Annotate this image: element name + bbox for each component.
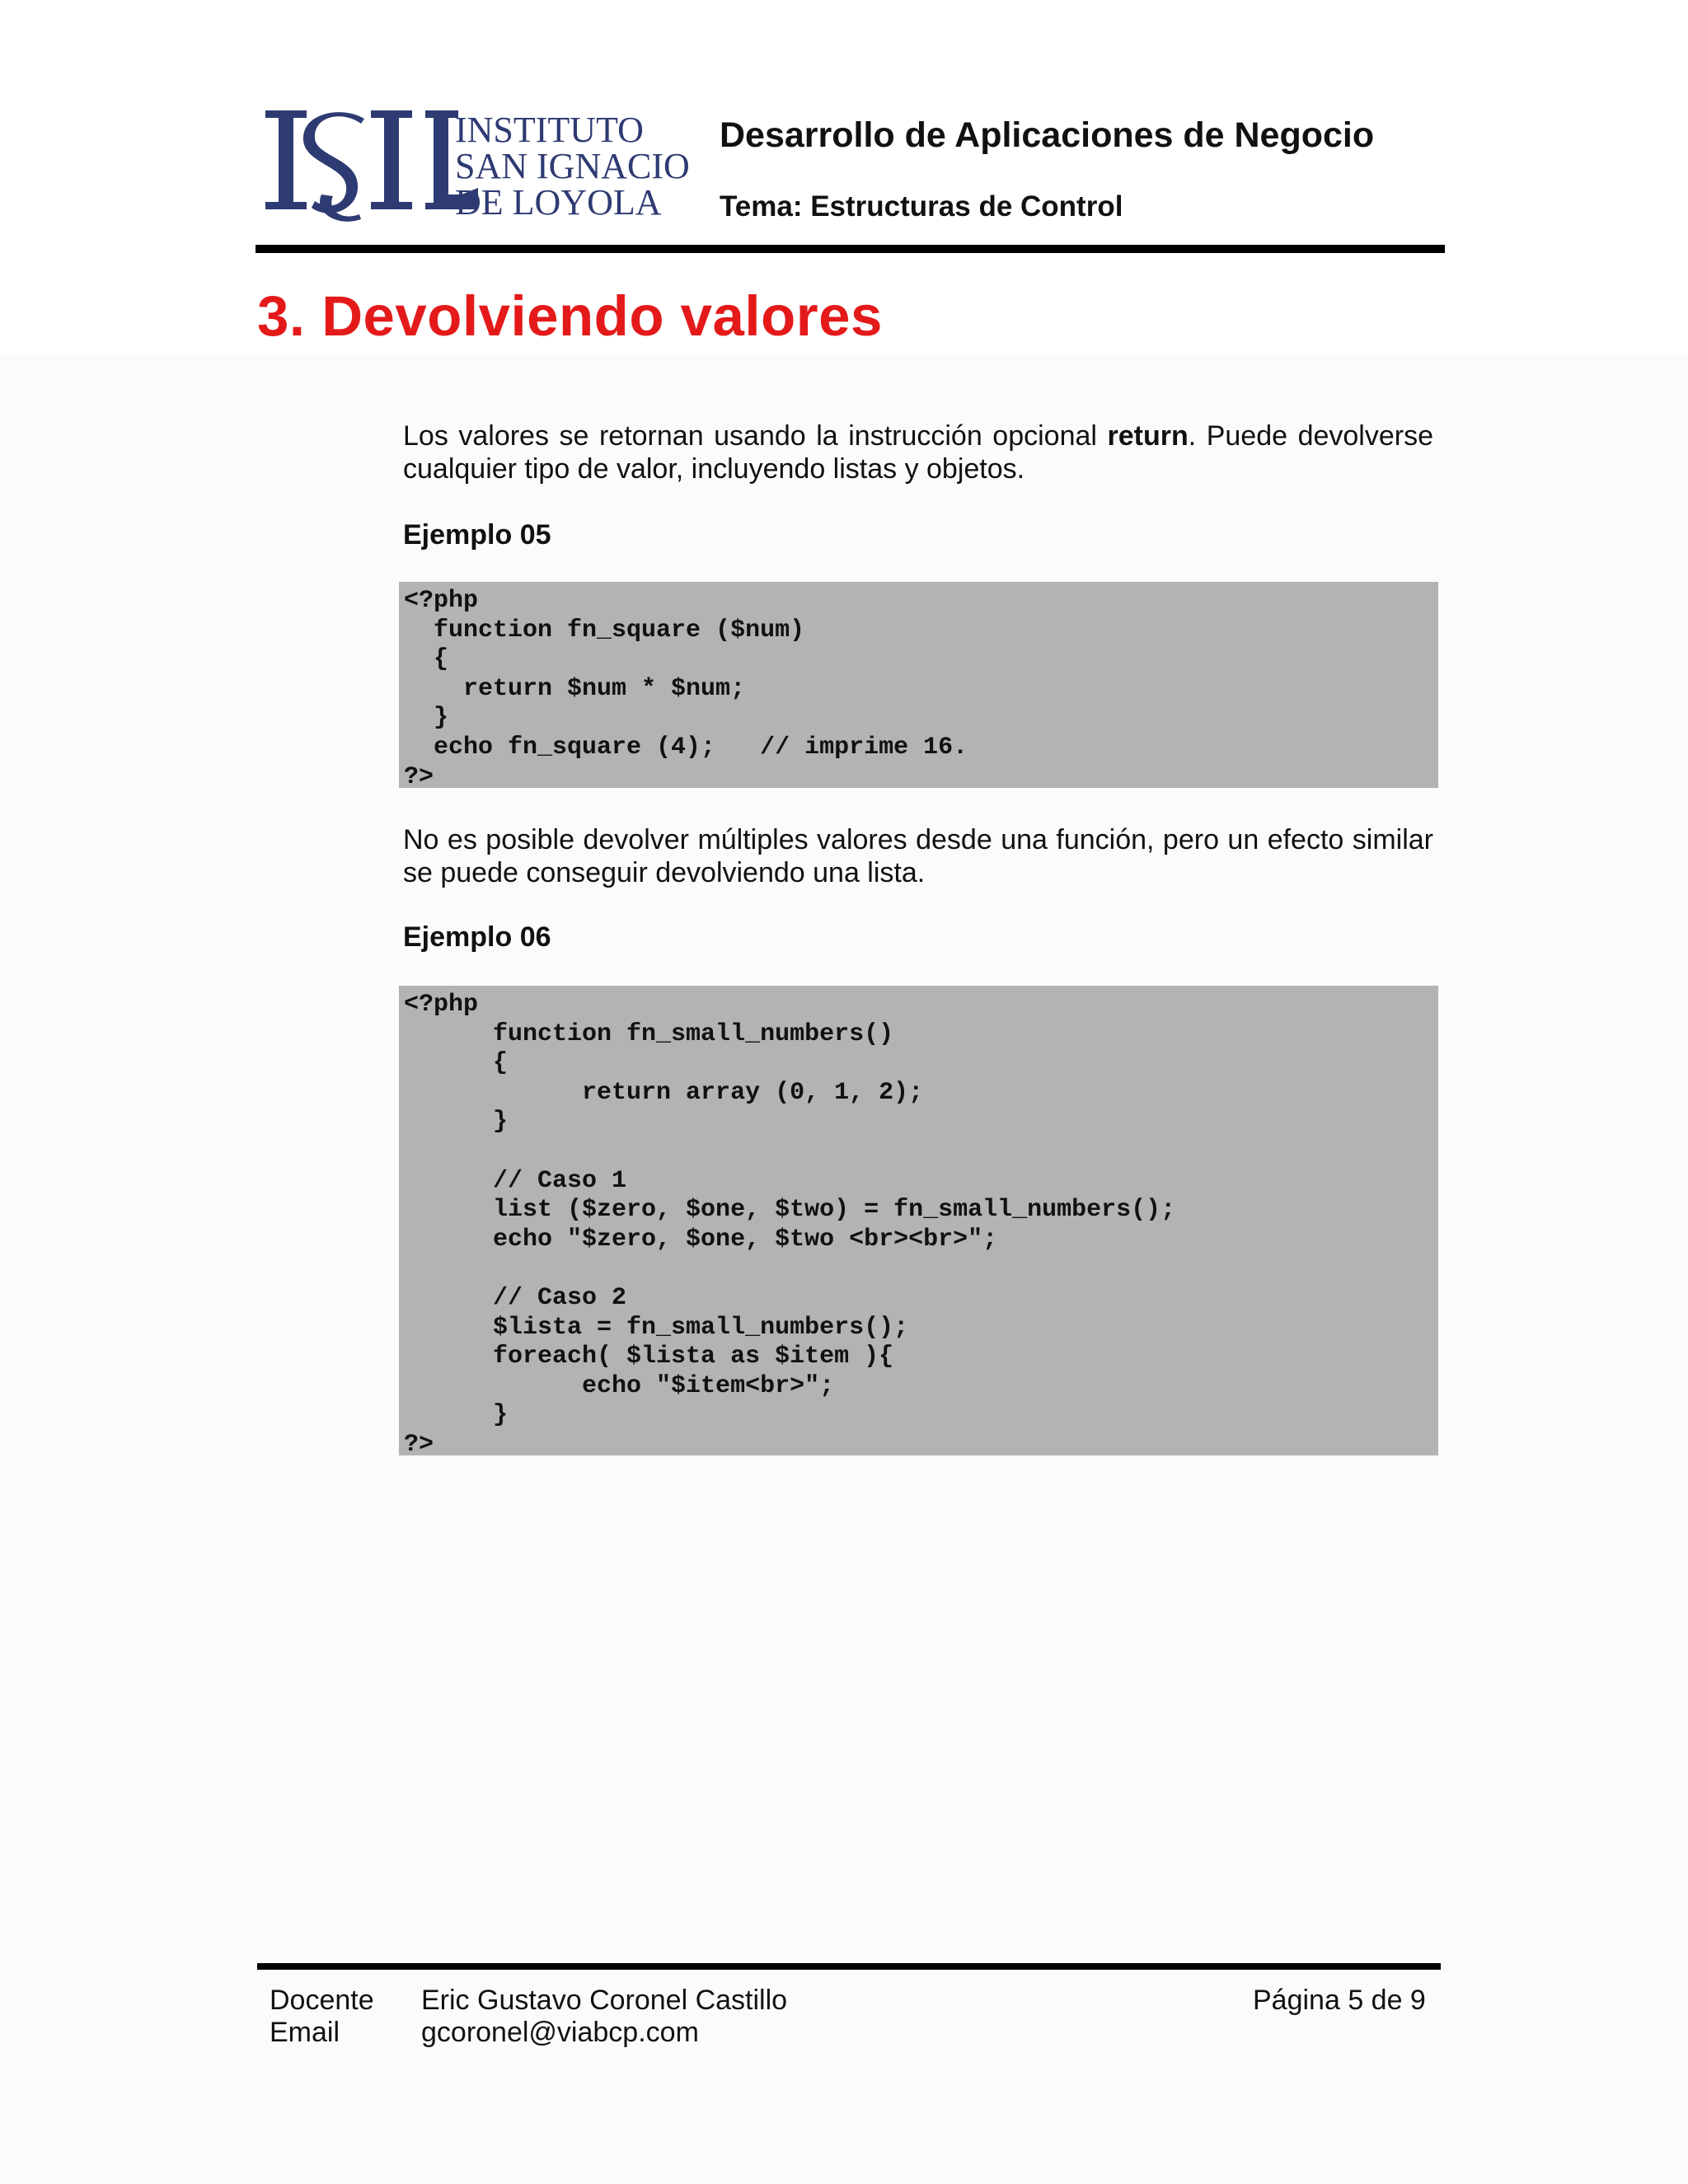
teacher-email: gcoronel@viabcp.com bbox=[421, 2017, 699, 2048]
section-title: 3. Devolviendo valores bbox=[257, 284, 883, 348]
teacher-label: Docente bbox=[270, 1985, 374, 2016]
multiple-values-paragraph: No es posible devolver múltiples valores desde una función, pero un efecto similar se puede conseguir devolviendo una lista. bbox=[403, 824, 1433, 888]
header-divider bbox=[256, 245, 1445, 253]
example-05-label: Ejemplo 05 bbox=[403, 519, 551, 551]
topic-title: Tema: Estructuras de Control bbox=[720, 190, 1123, 223]
intro-paragraph: Los valores se retornan usando la instrucción opcional return. Puede devolverse cualquier tipo de valor, incluyendo listas y objetos. bbox=[403, 420, 1434, 485]
example-06-label: Ejemplo 06 bbox=[403, 921, 551, 953]
page-number: Página 5 de 9 bbox=[1253, 1985, 1426, 2016]
course-title: Desarrollo de Aplicaciones de Negocio bbox=[720, 115, 1375, 155]
return-keyword: return bbox=[1107, 420, 1189, 452]
email-label: Email bbox=[270, 2017, 340, 2048]
code-block-example-06: <?php function fn_small_numbers() { return array (0, 1, 2); } // Caso 1 list ($zero, $one, $two) = fn_small_numbers(); echo "$zero, $one, $two <br><br>"; // Caso 2 $lista = fn_small_numbers(); foreach( $lista as $item ){ echo "$item<br>"; } ?> bbox=[399, 986, 1438, 1455]
logo-line-3: DE LOYOLA bbox=[455, 182, 662, 223]
logo-line-1: INSTITUTO bbox=[455, 110, 644, 150]
logo-line-2: SAN IGNACIO bbox=[455, 146, 690, 186]
footer-divider bbox=[257, 1963, 1441, 1970]
code-block-example-05: <?php function fn_square ($num) { return $num * $num; } echo fn_square (4); // imprime 16. ?> bbox=[399, 582, 1438, 788]
isil-logo bbox=[264, 105, 701, 229]
teacher-name: Eric Gustavo Coronel Castillo bbox=[421, 1985, 788, 2016]
